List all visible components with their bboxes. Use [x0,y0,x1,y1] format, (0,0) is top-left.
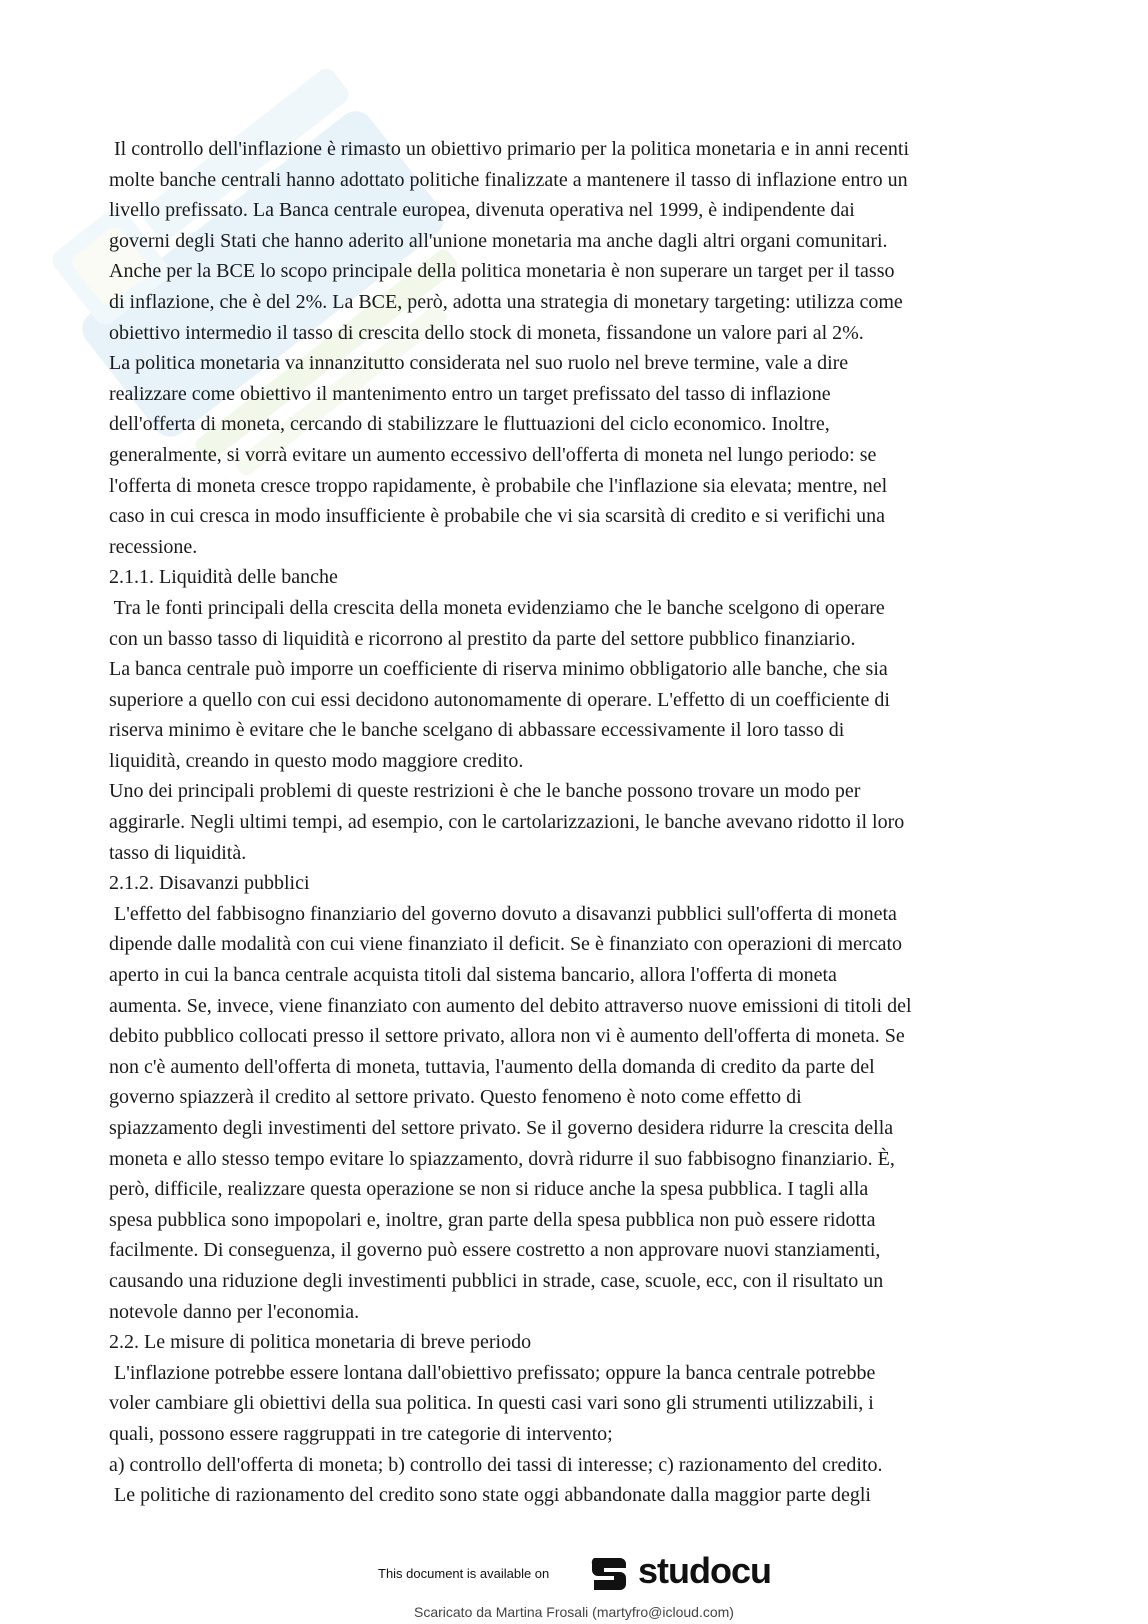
text-line: spiazzamento degli investimenti del settore privato. Se il governo desidera ridurre la crescita della [109,1117,894,1139]
text-line: tasso di liquidità. [109,841,247,864]
text-line: Il controllo dell'inflazione è rimasto un obiettivo primario per la politica monetaria e in anni recenti [109,138,909,160]
text-line: aperto in cui la banca centrale acquista titoli dal sistema bancario, allora l'offerta di moneta [109,964,837,987]
text-line: Tra le fonti principali della crescita della moneta evidenziamo che le banche scelgono di operare [109,596,885,619]
text-line: non c'è aumento dell'offerta di moneta, tuttavia, l'aumento della domanda di credito da parte del [109,1055,875,1078]
text-line: governi degli Stati che hanno aderito all'unione monetaria ma anche dagli altri organi comunitari. [109,229,888,252]
text-line: riserva minimo è evitare che le banche scelgano di abbassare eccessivamente il loro tasso di [109,719,845,742]
text-line: caso in cui cresca in modo insufficiente è probabile che vi sia scarsità di credito e si verifichi una [109,505,886,528]
text-line: facilmente. Di conseguenza, il governo può essere costretto a non approvare nuovi stanziamenti, [109,1239,881,1262]
text-line: causando una riduzione degli investimenti pubblici in strade, case, scuole, ecc, con il risultato un [109,1269,884,1292]
section-heading: 2.1.2. Disavanzi pubblici [109,872,310,895]
text-line: obiettivo intermedio il tasso di crescita dello stock di moneta, fissandone un valore pari al 2%. [109,321,864,344]
text-line: debito pubblico collocati presso il settore privato, allora non vi è aumento dell'offerta di moneta. Se [109,1025,905,1048]
text-line: Uno dei principali problemi di queste restrizioni è che le banche possono trovare un modo per [109,780,861,803]
text-line: però, difficile, realizzare questa operazione se non si riduce anche la spesa pubblica. I tagli alla [109,1178,869,1201]
studocu-brand-link[interactable]: studocu [638,1550,771,1591]
text-line: moneta e allo stesso tempo evitare lo spiazzamento, dovrà ridurre il suo fabbisogno finanziario. È, [109,1147,895,1170]
section-heading: 2.2. Le misure di politica monetaria di breve periodo [109,1331,532,1354]
text-line: aggirarle. Negli ultimi tempi, ad esempio, con le cartolarizzazioni, le banche avevano ridotto il loro [109,811,905,834]
text-line: di inflazione, che è del 2%. La BCE, però, adotta una strategia di monetary targeting: utilizza come [109,290,903,313]
text-line: superiore a quello con cui essi decidono autonomamente di operare. L'effetto di un coefficiente di [109,688,890,711]
text-line: La politica monetaria va innanzitutto considerata nel suo ruolo nel breve termine, vale a dire [109,352,849,375]
text-line: liquidità, creando in questo modo maggiore credito. [109,749,524,772]
section-heading: 2.1.1. Liquidità delle banche [109,566,338,589]
available-on-text: This document is available on [378,1566,550,1581]
text-line: dipende dalle modalità con cui viene finanziato il deficit. Se è finanziato con operazioni di mercato [109,933,903,956]
text-line: con un basso tasso di liquidità e ricorrono al prestito da parte del settore pubblico finanziario. [109,627,856,650]
text-line: molte banche centrali hanno adottato politiche finalizzate a mantenere il tasso di inflazione entro un [109,168,908,191]
text-line: L'inflazione potrebbe essere lontana dall'obiettivo prefissato; oppure la banca centrale potrebbe [109,1361,876,1384]
text-line: l'offerta di moneta cresce troppo rapidamente, è probabile che l'inflazione sia elevata; mentre, nel [109,474,888,497]
text-line: Le politiche di razionamento del credito sono state oggi abbandonate dalla maggior parte degli [109,1484,871,1507]
text-line: notevole danno per l'economia. [109,1300,360,1323]
text-line: La banca centrale può imporre un coefficiente di riserva minimo obbligatorio alle banche, che sia [109,658,888,681]
text-line: realizzare come obiettivo il mantenimento entro un target prefissato del tasso di inflazione [109,382,831,405]
text-line: quali, possono essere raggruppati in tre categorie di intervento; [109,1422,613,1445]
text-line: Anche per la BCE lo scopo principale della politica monetaria è non superare un target per il tasso [109,260,895,283]
text-line: livello prefissato. La Banca centrale europea, divenuta operativa nel 1999, è indipendente dai [109,199,855,222]
document-body [109,134,1069,1511]
studocu-logo-icon[interactable] [586,1550,632,1596]
text-line: dell'offerta di moneta, cercando di stabilizzare le fluttuazioni del ciclo economico. Inoltre, [109,413,830,436]
text-line: voler cambiare gli obiettivi della sua politica. In questi casi vari sono gli strumenti utilizzabili, i [109,1392,874,1415]
text-line: aumenta. Se, invece, viene finanziato con aumento del debito attraverso nuove emissioni di titoli del [109,994,912,1017]
text-line: L'effetto del fabbisogno finanziario del governo dovuto a disavanzi pubblici sull'offerta di moneta [109,902,897,925]
text-line: recessione. [109,535,198,558]
text-line: generalmente, si vorrà evitare un aumento eccessivo dell'offerta di moneta nel lungo periodo: se [109,443,877,466]
text-line: governo spiazzerà il credito al settore privato. Questo fenomeno è noto come effetto di [109,1086,802,1109]
page-footer [0,1536,1148,1620]
downloaded-by-text: Scaricato da Martina Frosali (martyfro@icloud.com) [414,1604,734,1620]
text-line: spesa pubblica sono impopolari e, inoltre, gran parte della spesa pubblica non può essere ridotta [109,1208,876,1231]
text-line: a) controllo dell'offerta di moneta; b) controllo dei tassi di interesse; c) razionamento del credito. [109,1453,883,1476]
